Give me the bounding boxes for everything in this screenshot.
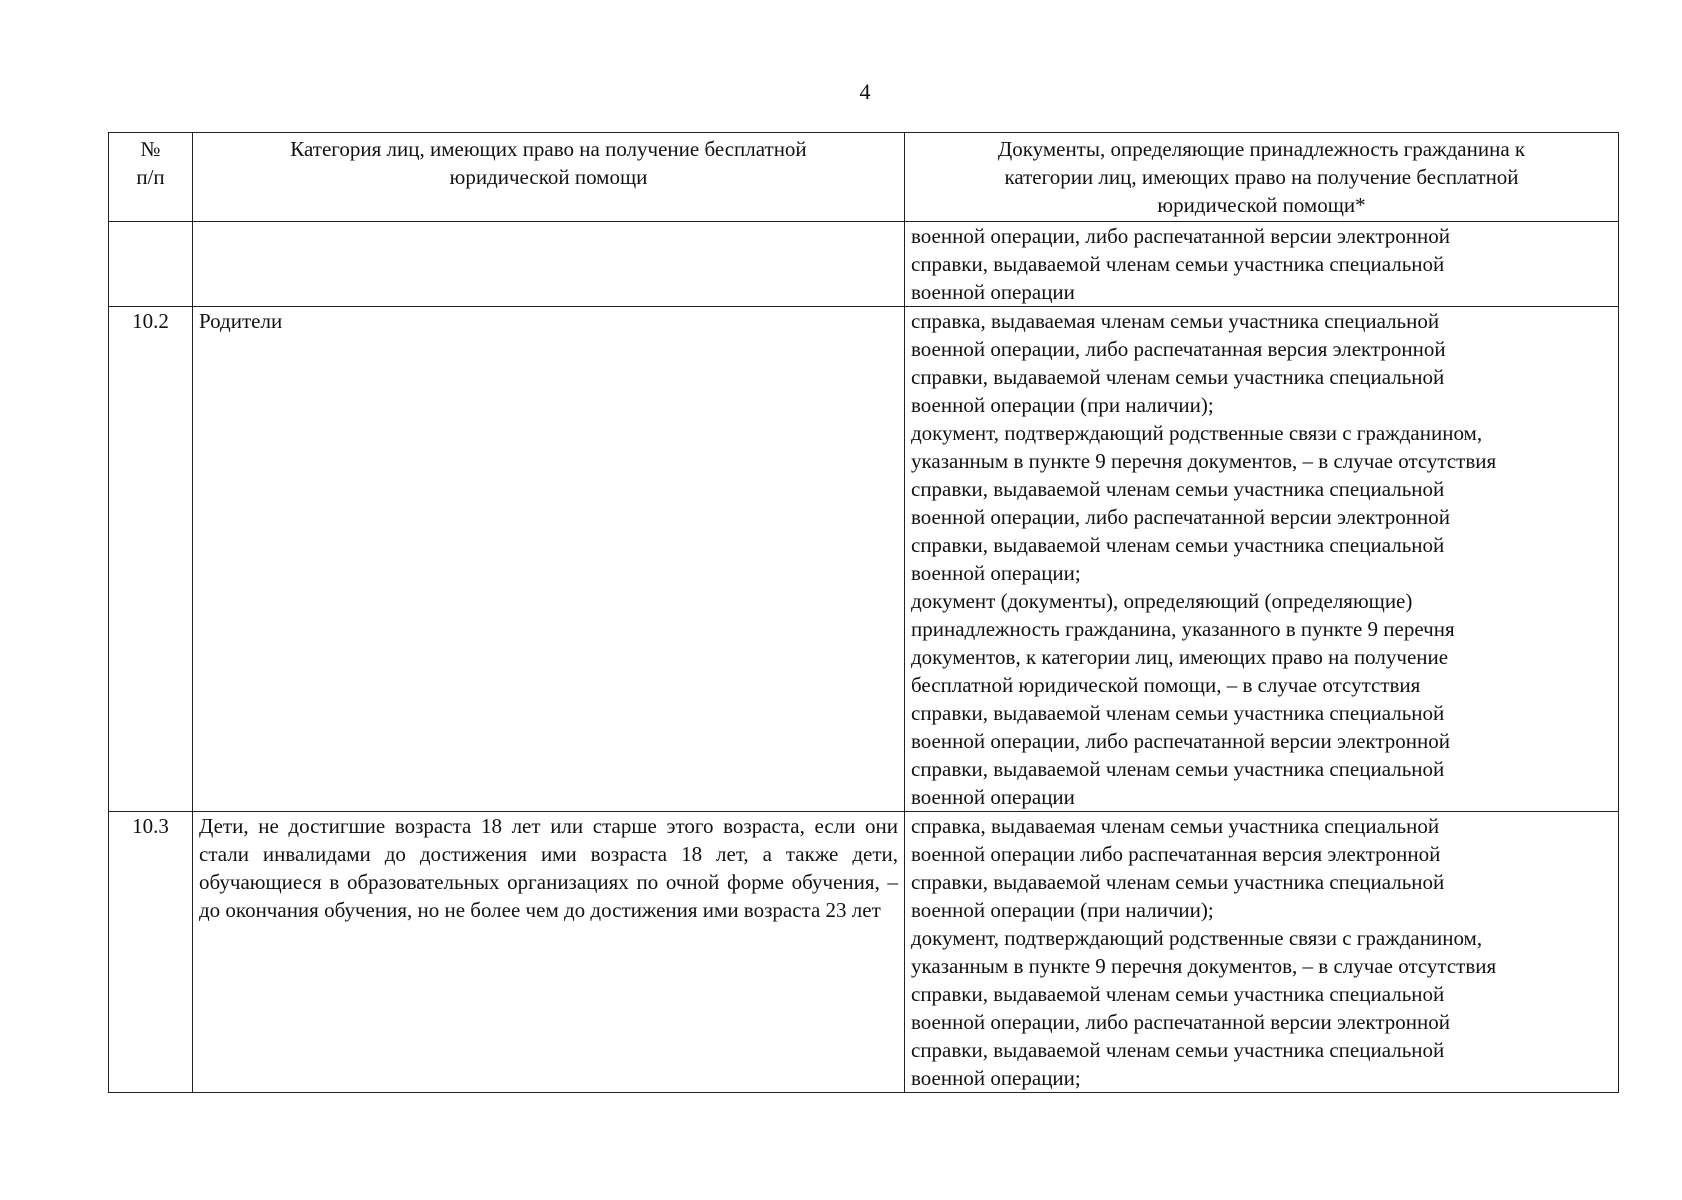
- documents-line: военной операции, либо распечатанной версии электронной: [911, 505, 1450, 529]
- documents-line: справки, выдаваемой членам семьи участника специальной: [911, 533, 1445, 557]
- documents-line: справки, выдаваемой членам семьи участника специальной: [911, 477, 1445, 501]
- documents-line: военной операции, либо распечатанной версии электронной: [911, 1010, 1450, 1034]
- header-category-line: юридической помощи: [449, 165, 648, 189]
- documents-line: справка, выдаваемая членам семьи участника специальной: [911, 309, 1440, 333]
- documents-line: справка, выдаваемая членам семьи участника специальной: [911, 814, 1440, 838]
- documents-line: военной операции;: [911, 561, 1081, 585]
- documents-line: принадлежность гражданина, указанного в пункте 9 перечня: [911, 617, 1455, 641]
- header-num-line: №: [140, 137, 161, 161]
- documents-line: указанным в пункте 9 перечня документов, – в случае отсутствия: [911, 449, 1497, 473]
- table-row: [109, 222, 1619, 307]
- documents-line: документ, подтверждающий родственные связи с гражданином,: [911, 926, 1483, 950]
- documents-line: документ, подтверждающий родственные связи с гражданином,: [911, 421, 1483, 445]
- header-num: [109, 133, 193, 222]
- legal-aid-table: [108, 132, 1619, 1093]
- header-category-line: Категория лиц, имеющих право на получение бесплатной: [290, 137, 807, 161]
- row-num: 10.2: [109, 307, 193, 812]
- documents-line: военной операции либо распечатанная версия электронной: [911, 842, 1441, 866]
- header-documents: [905, 133, 1619, 222]
- documents-line: справки, выдаваемой членам семьи участника специальной: [911, 757, 1445, 781]
- table-row: [109, 307, 1619, 812]
- documents-line: военной операции;: [911, 1066, 1081, 1090]
- documents-line: справки, выдаваемой членам семьи участника специальной: [911, 252, 1445, 276]
- row-documents: [905, 222, 1619, 307]
- header-documents-line: категории лиц, имеющих право на получение бесплатной: [1004, 165, 1519, 189]
- documents-line: военной операции: [911, 280, 1075, 304]
- documents-line: бесплатной юридической помощи, – в случае отсутствия: [911, 673, 1421, 697]
- header-num-line: п/п: [136, 165, 165, 189]
- row-category: Дети, не достигшие возраста 18 лет или старше этого возраста, если они стали инвалидами до достижения ими возраста 18 лет, а также дети, обучающиеся в образовательных организациях по очной форме обучения, – до окончания обучения, но не более чем до достижения ими возраста 23 лет: [193, 812, 905, 1093]
- documents-line: документ (документы), определяющий (определяющие): [911, 589, 1413, 613]
- documents-line: военной операции (при наличии);: [911, 898, 1214, 922]
- documents-line: военной операции: [911, 785, 1075, 809]
- documents-line: справки, выдаваемой членам семьи участника специальной: [911, 870, 1445, 894]
- row-documents: [905, 812, 1619, 1093]
- documents-line: военной операции, либо распечатанной версии электронной: [911, 224, 1450, 248]
- documents-line: справки, выдаваемой членам семьи участника специальной: [911, 701, 1445, 725]
- table-header-row: [109, 133, 1619, 222]
- header-documents-line: Документы, определяющие принадлежность гражданина к: [997, 137, 1526, 161]
- documents-line: справки, выдаваемой членам семьи участника специальной: [911, 365, 1445, 389]
- row-category: Родители: [193, 307, 905, 812]
- documents-line: документов, к категории лиц, имеющих право на получение: [911, 645, 1449, 669]
- header-category: [193, 133, 905, 222]
- header-documents-line: юридической помощи*: [1157, 193, 1366, 217]
- documents-line: военной операции, либо распечатанная версия электронной: [911, 337, 1446, 361]
- documents-line: военной операции (при наличии);: [911, 393, 1214, 417]
- documents-line: военной операции, либо распечатанной версии электронной: [911, 729, 1450, 753]
- documents-line: справки, выдаваемой членам семьи участника специальной: [911, 982, 1445, 1006]
- row-documents: [905, 307, 1619, 812]
- row-num: 10.3: [109, 812, 193, 1093]
- row-num: [109, 222, 193, 307]
- documents-line: указанным в пункте 9 перечня документов, – в случае отсутствия: [911, 954, 1497, 978]
- documents-line: справки, выдаваемой членам семьи участника специальной: [911, 1038, 1445, 1062]
- table-row: [109, 812, 1619, 1093]
- page-number: 4: [859, 79, 871, 104]
- row-category: [193, 222, 905, 307]
